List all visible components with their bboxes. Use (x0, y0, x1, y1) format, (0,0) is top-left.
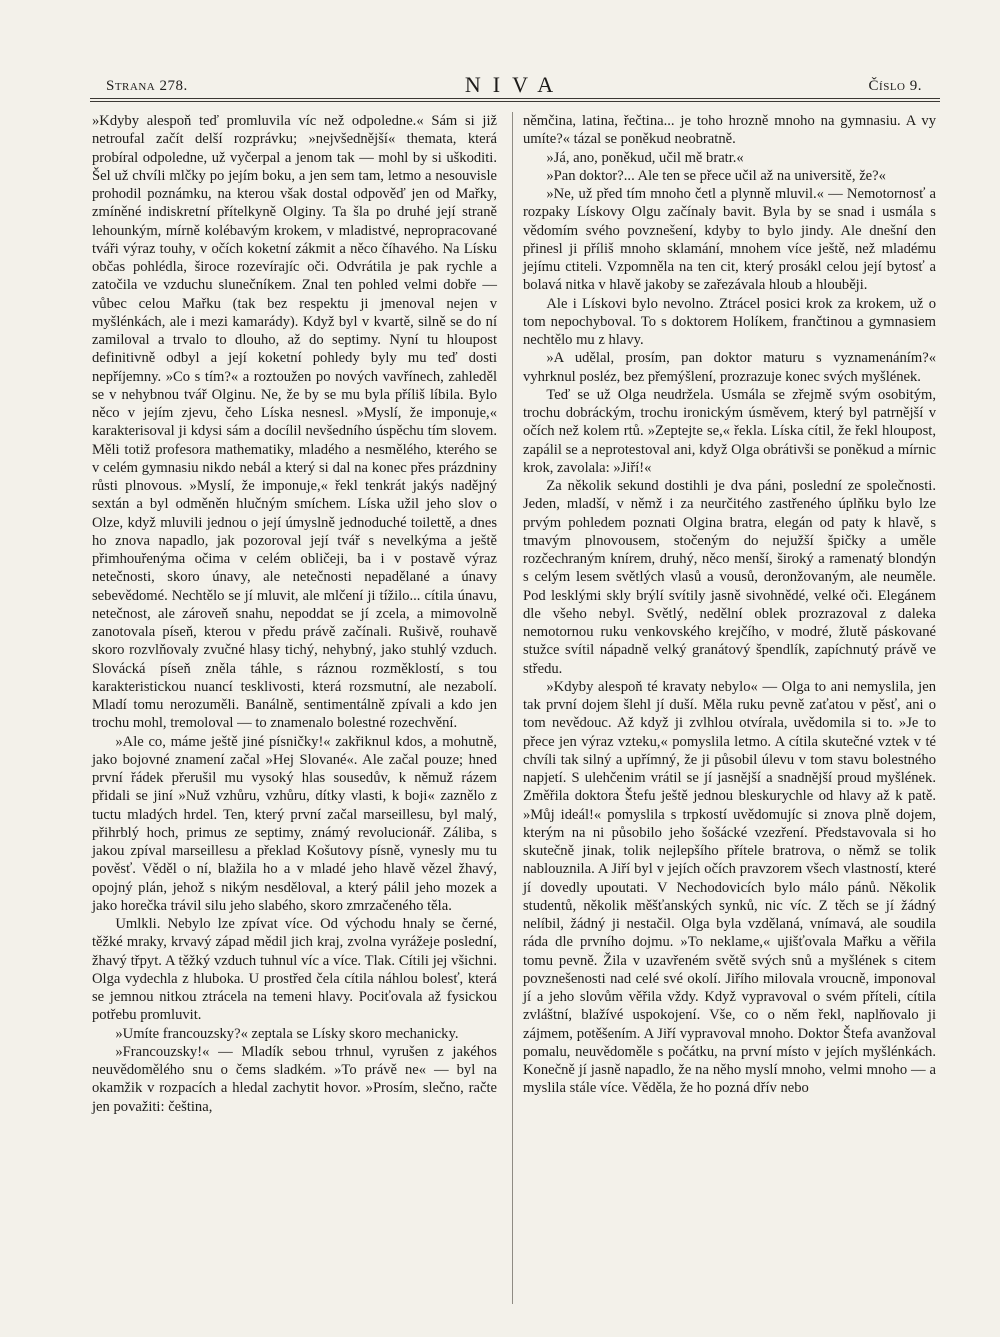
paragraph: Teď se už Olga neudržela. Usmála se zřejmě svým osobitým, trochu dobráckým, trochu ironickým úsměvem, který byl patrnější v očích než kolem rtů. »Zeptejte se,« řekla. Líska cítil, že řekl hloupost, zapálil se a neprotestoval ani, když Olga obrátivši se poněkud a mírnic krok, zavolala: »Jiří!« (523, 386, 936, 476)
issue-number: Číslo 9. (868, 78, 922, 94)
paragraph: »Pan doktor?... Ale ten se přece učil až na universitě, že?« (546, 167, 886, 184)
paragraph: Za několik sekund dostihli je dva páni, poslední ze společnosti. Jeden, mladší, v němž i za neurčitého zastřeného úplňku bylo lze prvým pohledem poznati Olgina bratra, elegán od paty k hlavě, s tmavým plnovousem, stočeným do nejužší špičky a uměle rozčechraným knírem, druhý, něco menší, široký a ramenatý blondýn s celým lesem světlých vlasů a vousů, deronžovaným, ale neuměle. Pod lesklými skly brýlí svítily jasně sivohnědé, velké oči. Elegánem dle všeho nebyl. Světlý, nedělní oblek prozrazoval z daleka nemotornou ruku venkovského krejčího, v modré, žlutě páskované stužce svítil nápadně velký granátový špendlík, zapíchnutý právě ve středu. (523, 478, 936, 677)
header-rule (90, 98, 940, 99)
column-divider (512, 112, 513, 1304)
journal-title: NIVA (464, 72, 566, 97)
header-rule-double (90, 101, 940, 102)
paragraph: »Ne, už před tím mnoho četl a plynně mluvil.« — Nemotornosť a rozpaky Lískovy Olgu začínaly bavit. Byla by se snad i usmála s vědomím svého povznešení, kdyby to bylo jindy. Ale dnešní den přinesl ji příliš mnoho sklamání, mnohem více ještě, než mladému jejímu ctiteli. Vzpomněla na ten cit, který prosákl celou její bytosť a bolavá nitka v hlavě jakoby se zařezávala hloub a hlouběji. (523, 186, 936, 294)
paragraph: Ale i Lískovi bylo nevolno. Ztrácel posici krok za krokem, už o tom nepochyboval. To s doktorem Holíkem, frančtinou a gymnasiem nechtělo mu z hlavy. (523, 295, 936, 348)
paragraph: Umlkli. Nebylo lze zpívat více. Od východu hnaly se černé, těžké mraky, krvavý západ mědil jich kraj, zvolna vyrážeje poslední, žhavý třpyt. A těžký vzduch tuhnul víc a více. Tlak. Cítili jej všichni. Olga vydechla z hluboka. U prostřed čela cítila náhlou bolesť, která se jemnou nitkou ztrácela na temeni hlavy. Pociťovala až fysickou potřebu promluvit. (92, 916, 497, 1024)
paragraph: »Umíte francouzsky?« zeptala se Lísky skoro mechanicky. (115, 1025, 459, 1042)
paragraph: »Kdyby alespoň té kravaty nebylo« — Olga to ani nemyslila, jen tak první dojem šlehl jí duší. Měla ruku pevně zaťatou v pěsť, ani o tom nevědouc. Až když ji zvlhlou otvírala, uvědomila si to. »Je to přece jen výraz vzteku,« pomyslila letmo. A cítila skutečné vztek v té chvíli tak silný a upřímný, že ji působil úlevu v tom stavu bolestného napjetí. S ulehčenim vrátil se jí jasnější a snadnější proud myšlének. Změřila doktora Štefu ještě jednou bleskurychle od hlavy až k patě. »Můj ideál!« pomyslila s trpkostí uvědomujíc si znova plně dojem, kterým na ni působilo jeho šošácké vzezření. Představovala si ho skutečně jinak, tolik nejlepšího přítele bratrova, o němž se tolik nablouznila. A Jiří byl v jejích očích pravzorem všech vlastností, které jí dovedly upoutati. V Nechodovicích bylo málo pánů. Několik studentů, několik měšťanských synků, nic víc. Z těch se jí žádný nelíbil, žádný ji nestačil. Olga byla vzdělaná, vnímavá, ale soudila ráda dle prvního dojmu. »To neklame,« ujišťovala Mařku a věřila tomu pevně. Žila v uzavřeném světě svých snů a myšlének s citem povznešenosti nad celé své okolí. Jiřího milovala vroucně, imponoval jí a jeho slovům věřila vždy. Když vypravoval o svém příteli, cítila zvláštní, blažívé uspokojení. Vše, co o něm řekl, naplňovalo ji zájmem, potěšením. A Jiří vypravoval mnoho. Doktor Štefa avanžoval pomalu, neuvědoměle s počátku, na první místo v jejích myšlénkách. Konečně jí jasně napadlo, že na něho myslí mnoho, velmi mnoho — a myslila stále více. Věděla, že ho pozná dřív nebo (523, 678, 936, 1097)
paragraph: němčina, latina, řečtina... je toho hrozně mnoho na gymnasiu. A vy umíte?« tázal se poněkud neobratně. (523, 113, 936, 148)
paragraph: »Já, ano, poněkud, učil mě bratr.« (546, 149, 744, 166)
paragraph: »Kdyby alespoň teď promluvila víc než odpoledne.« Sám si již netroufal začít delší rozprávku; »nejvšednější« themata, která probíral odpoledne, už vyčerpal a jenom tak — mohl by si uškoditi. Šel už chvíli mlčky po jejím boku, a jen sem tam, letmo a nesouvisle prohodil poznámku, na kterou však dostal odpověď jen od Mařky, zmíněné indiskretní přítelkyně Olginy. Ta šla po druhé její straně lehounkým, mírně kolébavým krokem, v mladistvé, nepropracované tváři výraz touhy, v očích koketní zákmit a něco číhavého. Na Lísku občas pohlédla, široce rozevírajíc oči. Odvrátila je pak rychle a zatočila ve vzduchu slunečníkem. Znal ten pohled velmi dobře — vůbec celou Mařku (tak bez respektu ji jmenoval nejen v myšlénkách, ale i mezi kamarády). Když byl v kvartě, silně se do ní zamiloval a trvalo to dlouho, až do septimy. Nyní tu hloupost definitivně odbyl a její koketní pohledy byly mu teď dosti nepříjemny. »Co s tím?« a roztoužen po nových vavřínech, zahleděl se v nehybnou tvář Olginu. Ne, že by se mu byla příliš líbila. Bylo něco v jejím zjevu, čeho Líska nesnesl. »Myslí, že imponuje,« karakterisoval ji kdysi sám a docílil nevšedního úspěchu tím slovem. Měli totiž profesora mathematiky, mladého a nesmělého, kterého se v celém gymnasiu nikdo nebál a který si dal na konec přes prázdniny růsti plnovous. »Myslí, že imponuje,« řekl tenkrát jakýs nadějný sextán a byl odměněn hlučným smíchem. Líska užil jeho slov o Olze, když mluvili jednou o její úmyslně jednoduché toilettě, a dnes ho znova napadlo, jak pozoroval její tvář s nevelkýma a ještě přimhouřenýma očima v celém obličeji, ba i v postavě výraz netečnosti, skoro únavy, ale netečnosti nepadělané a únavy sebevědomé. Nechtělo se jí mluvit, ale mlčení ji tížilo... cítila únavu, netečnost, ale zároveň snahu, nepoddat se jí zcela, a mimovolně zanotovala píseň, kterou v předu právě začínali. Rušivě, rouhavě skoro rozvlňovaly zvučné hlasy tichý, nehybný, jako stuhlý vzduch. Slovácká píseň zněla táhle, s ráznou rozměklostí, s tou karakteristickou nuancí tesklivosti, která rozsmutní, ale nezabolí. Mladí tomu nerozuměli. Banálně, sentimentálně zpívali a kdo jen trochu mohl, tremoloval — to znamenalo bolestné rozechvění. (92, 113, 497, 732)
paragraph: »Francouzsky!« — Mladík sebou trhnul, vyrušen z jakéhos neuvědomělého snu o čems sladkém. »To právě ne« — byl na okamžik v rozpacích a hledal zachytit hovor. »Prosím, slečno, račte jen považiti: čeština, (92, 1043, 497, 1115)
page-header (90, 68, 940, 98)
left-column (92, 112, 497, 1116)
paragraph: »A udělal, prosím, pan doktor maturu s vyznamenáním?« vyhrknul posléz, bez přemýšlení, prozrazuje konec svých myšlének. (523, 350, 936, 385)
page-number: Strana 278. (106, 78, 188, 94)
paragraph: »Ale co, máme ještě jiné písničky!« zakřiknul kdos, a mohutně, jako bojovné znamení začal »Hej Slované«. Ale začal pouze; hned první řádek přerušil mu vysoký hlas sousedův, k němuž rázem přidali se jiní »Nuž vzhůru, vzhůru, dítky vlasti, k boji« zaznělo z tuctu mladých hrdel. Ten, který první začal marseillesu, byl malý, přihrblý hoch, primus ze septimy, známý revolucionář. Záliba, s jakou zpíval marseillesu a překlad Košutovy písně, vynesly mu tu pověsť. Věděl o ní, blažila ho a v mladé jeho hlavě vězel žhavý, opojný plán, jehož s nikým nesděloval, a který pálil jeho mozek a jako horečka trávil silu jeho slabého, skoro zmrzačeného těla. (92, 733, 497, 914)
right-column (523, 112, 936, 1098)
